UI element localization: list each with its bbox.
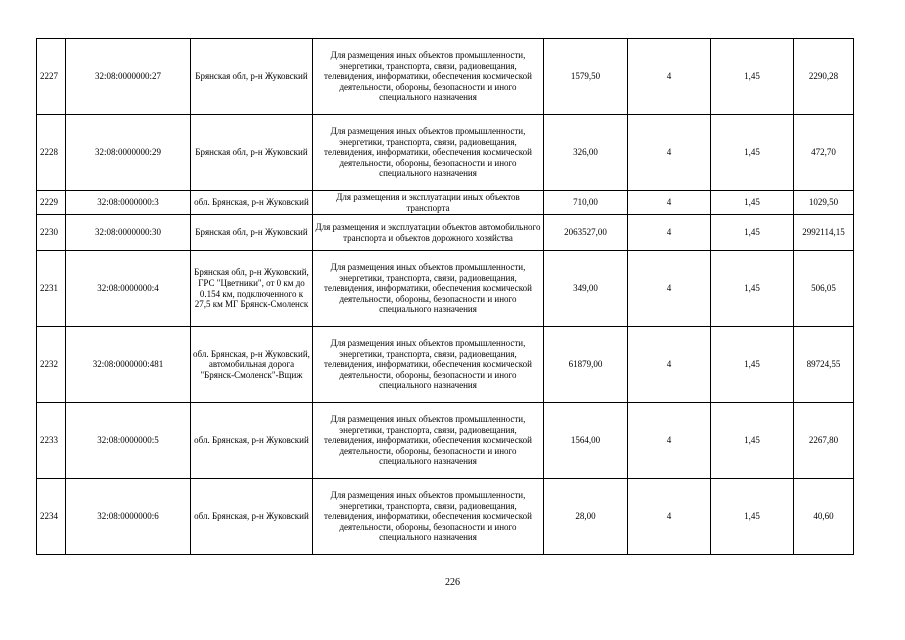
rate: 1,45 xyxy=(711,39,794,115)
row-number: 2227 xyxy=(37,39,66,115)
value: 89724,55 xyxy=(794,327,854,403)
row-number: 2228 xyxy=(37,115,66,191)
address: обл. Брянская, р-н Жуковский xyxy=(191,479,313,555)
group: 4 xyxy=(628,479,711,555)
value: 2290,28 xyxy=(794,39,854,115)
value: 2992114,15 xyxy=(794,215,854,251)
permitted-use: Для размещения иных объектов промышленности, энергетики, транспорта, связи, радиовещания, телевидения, информатики, обеспечения космической деятельности, обороны, безопасности и иного специального назначения xyxy=(313,39,544,115)
row-number: 2229 xyxy=(37,191,66,215)
row-number: 2230 xyxy=(37,215,66,251)
address: Брянская обл, р-н Жуковский, ГРС "Цветники", от 0 км до 0.154 км, подключенного к 27,5 км МГ Брянск-Смоленск xyxy=(191,251,313,327)
permitted-use: Для размещения иных объектов промышленности, энергетики, транспорта, связи, радиовещания, телевидения, информатики, обеспечения космической деятельности, обороны, безопасности и иного специального назначения xyxy=(313,403,544,479)
permitted-use: Для размещения иных объектов промышленности, энергетики, транспорта, связи, радиовещания, телевидения, информатики, обеспечения космической деятельности, обороны, безопасности и иного специального назначения xyxy=(313,479,544,555)
area: 1579,50 xyxy=(544,39,628,115)
rate: 1,45 xyxy=(711,115,794,191)
rate: 1,45 xyxy=(711,479,794,555)
rate: 1,45 xyxy=(711,191,794,215)
table-row xyxy=(37,327,854,403)
area: 61879,00 xyxy=(544,327,628,403)
permitted-use: Для размещения и эксплуатации иных объектов транспорта xyxy=(313,191,544,215)
rate: 1,45 xyxy=(711,215,794,251)
row-number: 2233 xyxy=(37,403,66,479)
permitted-use: Для размещения иных объектов промышленности, энергетики, транспорта, связи, радиовещания, телевидения, информатики, обеспечения космической деятельности, обороны, безопасности и иного специального назначения xyxy=(313,251,544,327)
value: 472,70 xyxy=(794,115,854,191)
permitted-use: Для размещения и эксплуатации объектов автомобильного транспорта и объектов дорожного хозяйства xyxy=(313,215,544,251)
value: 506,05 xyxy=(794,251,854,327)
table-row xyxy=(37,215,854,251)
group: 4 xyxy=(628,39,711,115)
table-row xyxy=(37,191,854,215)
group: 4 xyxy=(628,191,711,215)
cadastral-number: 32:08:0000000:6 xyxy=(66,479,191,555)
row-number: 2232 xyxy=(37,327,66,403)
cadastral-number: 32:08:0000000:30 xyxy=(66,215,191,251)
group: 4 xyxy=(628,327,711,403)
cadastral-number: 32:08:0000000:4 xyxy=(66,251,191,327)
row-number: 2231 xyxy=(37,251,66,327)
cadastral-number: 32:08:0000000:29 xyxy=(66,115,191,191)
address: обл. Брянская, р-н Жуковский xyxy=(191,191,313,215)
rate: 1,45 xyxy=(711,403,794,479)
cadastral-number: 32:08:0000000:481 xyxy=(66,327,191,403)
group: 4 xyxy=(628,115,711,191)
group: 4 xyxy=(628,215,711,251)
address: Брянская обл, р-н Жуковский xyxy=(191,115,313,191)
permitted-use: Для размещения иных объектов промышленности, энергетики, транспорта, связи, радиовещания, телевидения, информатики, обеспечения космической деятельности, обороны, безопасности и иного специального назначения xyxy=(313,115,544,191)
page-number: 226 xyxy=(445,577,460,588)
table-row xyxy=(37,403,854,479)
table-row xyxy=(37,251,854,327)
rate: 1,45 xyxy=(711,251,794,327)
area: 326,00 xyxy=(544,115,628,191)
cadastral-number: 32:08:0000000:5 xyxy=(66,403,191,479)
address: обл. Брянская, р-н Жуковский xyxy=(191,403,313,479)
address: Брянская обл, р-н Жуковский xyxy=(191,39,313,115)
table-row xyxy=(37,39,854,115)
cadastral-number: 32:08:0000000:3 xyxy=(66,191,191,215)
area: 349,00 xyxy=(544,251,628,327)
area: 710,00 xyxy=(544,191,628,215)
group: 4 xyxy=(628,403,711,479)
area: 28,00 xyxy=(544,479,628,555)
permitted-use: Для размещения иных объектов промышленности, энергетики, транспорта, связи, радиовещания, телевидения, информатики, обеспечения космической деятельности, обороны, безопасности и иного специального назначения xyxy=(313,327,544,403)
group: 4 xyxy=(628,251,711,327)
land-plots-table xyxy=(36,38,854,555)
value: 1029,50 xyxy=(794,191,854,215)
table-row xyxy=(37,479,854,555)
address: Брянская обл, р-н Жуковский xyxy=(191,215,313,251)
row-number: 2234 xyxy=(37,479,66,555)
cadastral-number: 32:08:0000000:27 xyxy=(66,39,191,115)
rate: 1,45 xyxy=(711,327,794,403)
value: 40,60 xyxy=(794,479,854,555)
address: обл. Брянская, р-н Жуковский, автомобильная дорога "Брянск-Смоленск"-Вщиж xyxy=(191,327,313,403)
value: 2267,80 xyxy=(794,403,854,479)
area: 2063527,00 xyxy=(544,215,628,251)
area: 1564,00 xyxy=(544,403,628,479)
table-row xyxy=(37,115,854,191)
